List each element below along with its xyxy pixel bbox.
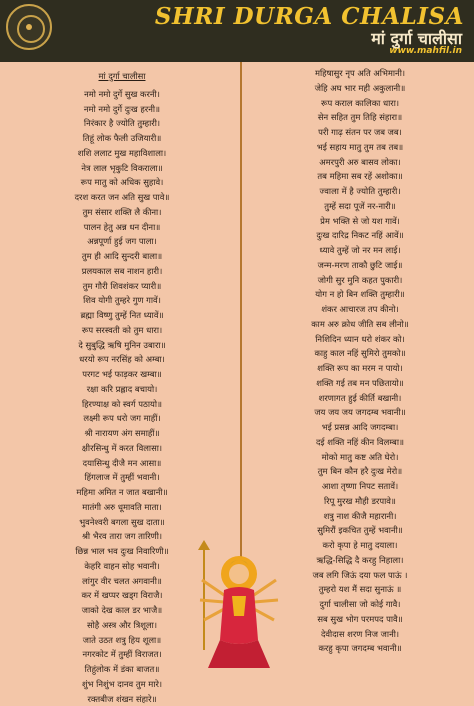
- chalisa-line: मोको मातु कष्ट अति घेरो।: [250, 450, 470, 465]
- chalisa-line: दयासिन्धु दीजै मन आसा॥: [12, 456, 232, 471]
- chalisa-line: सोहै अस्त्र और त्रिशूला।: [12, 618, 232, 633]
- chalisa-line: रिपू मुरख मौही डरपावे॥: [250, 494, 470, 509]
- chalisa-line: शत्रु नाश कीजै महारानी।: [250, 509, 470, 524]
- durga-goddess-icon: [184, 540, 294, 674]
- chalisa-line: श्री नारायण अंग समाहीं॥: [12, 426, 232, 441]
- chalisa-line: नेत्र लाल भृकुटि विकराला॥: [12, 161, 232, 176]
- chalisa-line: प्रेम भक्ति से जो यश गावें।: [250, 214, 470, 229]
- chalisa-line: ब्रह्मा विष्णु तुम्हें नित ध्यावें॥: [12, 308, 232, 323]
- chalisa-line: रूप मातु को अधिक सुहावे।: [12, 175, 232, 190]
- chalisa-line: केहरि वाहन सोह भवानी।: [12, 559, 232, 574]
- chalisa-line: तुम गौरी शिवशंकर प्यारी॥: [12, 279, 232, 294]
- column-divider: [240, 62, 242, 560]
- chalisa-line: ध्यावे तुम्हें जो नर मन लाई।: [250, 243, 470, 258]
- chalisa-line: तिहूं लोक फैली उजियारी॥: [12, 131, 232, 146]
- chalisa-line: जाको देख काल डर भाजै॥: [12, 603, 232, 618]
- chalisa-line: करहु कृपा जगदम्ब भवानी॥: [250, 641, 470, 656]
- chalisa-line: तुम्हरो यश मैं सदा सुनाऊं ॥: [250, 582, 470, 597]
- page-title: SHRI DURGA CHALISA: [155, 3, 464, 30]
- chalisa-line: अमरपुरी अरु बासव लोका।: [250, 155, 470, 170]
- chalisa-line: तब महिमा सब रहें अशोका॥: [250, 169, 470, 184]
- chalisa-line: भई प्रसन्न आदि जगदम्बा।: [250, 420, 470, 435]
- durga-emblem-icon: [6, 4, 52, 50]
- chalisa-line: भई सहाय मातु तुम तब तब॥: [250, 140, 470, 155]
- chalisa-line: दुःख दारिद्र निकट नहिं आवें॥: [250, 228, 470, 243]
- chalisa-line: निरंकार है ज्योति तुम्हारी।: [12, 116, 232, 131]
- chalisa-line: जाते उठत शत्रु हिय शूला॥: [12, 633, 232, 648]
- chalisa-line: सब सुख भोग परमपद पावै॥: [250, 612, 470, 627]
- chalisa-line: दे सुबुद्धि ऋषि मुनिन उबारा॥: [12, 338, 232, 353]
- chalisa-line: ज्वाला में है ज्योति तुम्हारी।: [250, 184, 470, 199]
- chalisa-line: जय जय जय जगदम्ब भवानी॥: [250, 405, 470, 420]
- chalisa-line: महिषासुर नृप अति अभिमानी।: [250, 66, 470, 81]
- chalisa-line: शक्ति गई तब मन पछितायो॥: [250, 376, 470, 391]
- chalisa-line: मातंगी अरु धूमावति माता।: [12, 500, 232, 515]
- chalisa-line: भुवनेश्वरी बगला सुख दाता॥: [12, 515, 232, 530]
- chalisa-line: निशिदिन ध्यान धरो शंकर को।: [250, 332, 470, 347]
- chalisa-line: श्री भैरव तारा जग तारिणी।: [12, 529, 232, 544]
- chalisa-line: क्षीरसिन्धु में करत विलासा।: [12, 441, 232, 456]
- chalisa-line: लांगुर वीर चलत अगवानी॥: [12, 574, 232, 589]
- chalisa-line: नमो नमो दुर्गे सुख करनी।: [12, 87, 232, 102]
- chalisa-line: दई शक्ति नहिं कीन विलम्बा॥: [250, 435, 470, 450]
- chalisa-line: शरणागत हुई कीर्ति बखानी।: [250, 391, 470, 406]
- page-subtitle: मां दुर्गा चालीसा: [371, 27, 462, 49]
- chalisa-line: शिव योगी तुम्हरे गुण गावें।: [12, 293, 232, 308]
- chalisa-line: सेन सहित तुम तिहि संहारा॥: [250, 110, 470, 125]
- chalisa-line: हिंगलाज में तुम्हीं भवानी।: [12, 470, 232, 485]
- column-heading: मां दुर्गा चालीसा: [12, 69, 232, 84]
- chalisa-line: जेहि अघ भार मही अकुलानी॥: [250, 81, 470, 96]
- chalisa-line: तुम्हें सदा पूजें नर-नारी॥: [250, 199, 470, 214]
- chalisa-line: परगट भई फाड़कर खम्बा॥: [12, 367, 232, 382]
- chalisa-line: करो कृपा हे मातु दयाला।: [250, 538, 470, 553]
- chalisa-line: तुम संसार शक्ति लै कीना।: [12, 205, 232, 220]
- chalisa-line: आशा तृष्णा निपट सतावें।: [250, 479, 470, 494]
- chalisa-line: महिमा अमित न जात बखानी॥: [12, 485, 232, 500]
- chalisa-line: ऋद्धि-सिद्धि दै करहु निहाला।: [250, 553, 470, 568]
- chalisa-line: जन्म-मरण ताकौ छुटि जाई॥: [250, 258, 470, 273]
- chalisa-line: नगरकोट में तुम्हीं विराजत।: [12, 647, 232, 662]
- chalisa-line: शंकर आचारज तप कीनो।: [250, 302, 470, 317]
- chalisa-line: तुम बिन कौन हरै दुःख मेरो॥: [250, 464, 470, 479]
- chalisa-line: देवीदास शरण निज जानी।: [250, 627, 470, 642]
- chalisa-line: काहु काल नहिं सुमिरो तुमको॥: [250, 346, 470, 361]
- chalisa-line: शशि ललाट मुख महाविशाला।: [12, 146, 232, 161]
- chalisa-line: शुंभ निशुंभ दानव तुम मारे।: [12, 677, 232, 692]
- chalisa-line: परी गाढ़ संतन पर जब जब।: [250, 125, 470, 140]
- chalisa-line: हिरण्याक्ष को स्वर्ग पठायो॥: [12, 397, 232, 412]
- chalisa-line: सुमिरौं इकचित तुम्हें भवानी॥: [250, 523, 470, 538]
- chalisa-line: रक्तबीज शंखन संहारे॥: [12, 692, 232, 706]
- chalisa-line: पालन हेतु अन्न धन दीना॥: [12, 220, 232, 235]
- chalisa-line: योग न हो बिन शक्ति तुम्हारी॥: [250, 287, 470, 302]
- chalisa-line: प्रलयकाल सब नाशन हारी।: [12, 264, 232, 279]
- chalisa-line: नमो नमो दुर्गे दुःख हरनी॥: [12, 102, 232, 117]
- chalisa-line: काम अरु क्रोध जीति सब लीनो॥: [250, 317, 470, 332]
- chalisa-line: तिहुंलोक में डंका बाजत॥: [12, 662, 232, 677]
- chalisa-line: छिन्न भाल भव दुःख निवारिणी॥: [12, 544, 232, 559]
- chalisa-line: जब लगि जिऊं दया फल पाऊं ।: [250, 568, 470, 583]
- chalisa-line: तुम ही आदि सुन्दरी बाला॥: [12, 249, 232, 264]
- chalisa-line: शक्ति रूप का मरम न पायो।: [250, 361, 470, 376]
- chalisa-line: लक्ष्मी रूप धरो जग माहीं।: [12, 411, 232, 426]
- chalisa-line: रूप सरस्वती को तुम धारा।: [12, 323, 232, 338]
- site-link[interactable]: www.mahfil.in: [389, 46, 462, 56]
- chalisa-line: दरश करत जन अति सुख पावे॥: [12, 190, 232, 205]
- chalisa-line: दुर्गा चालीसा जो कोई गावै।: [250, 597, 470, 612]
- chalisa-line: अन्नपूर्णा हुई जग पाला।: [12, 234, 232, 249]
- chalisa-line: रक्षा करि प्रह्लाद बचायो।: [12, 382, 232, 397]
- chalisa-line: धरयो रूप नरसिंह को अम्बा।: [12, 352, 232, 367]
- header-banner: [0, 0, 474, 62]
- chalisa-line: जोगी सुर मुनि कहत पुकारी।: [250, 273, 470, 288]
- chalisa-line: कर में खप्पर खड्ग विराजै।: [12, 588, 232, 603]
- chalisa-line: रूप कराल कालिका धारा।: [250, 96, 470, 111]
